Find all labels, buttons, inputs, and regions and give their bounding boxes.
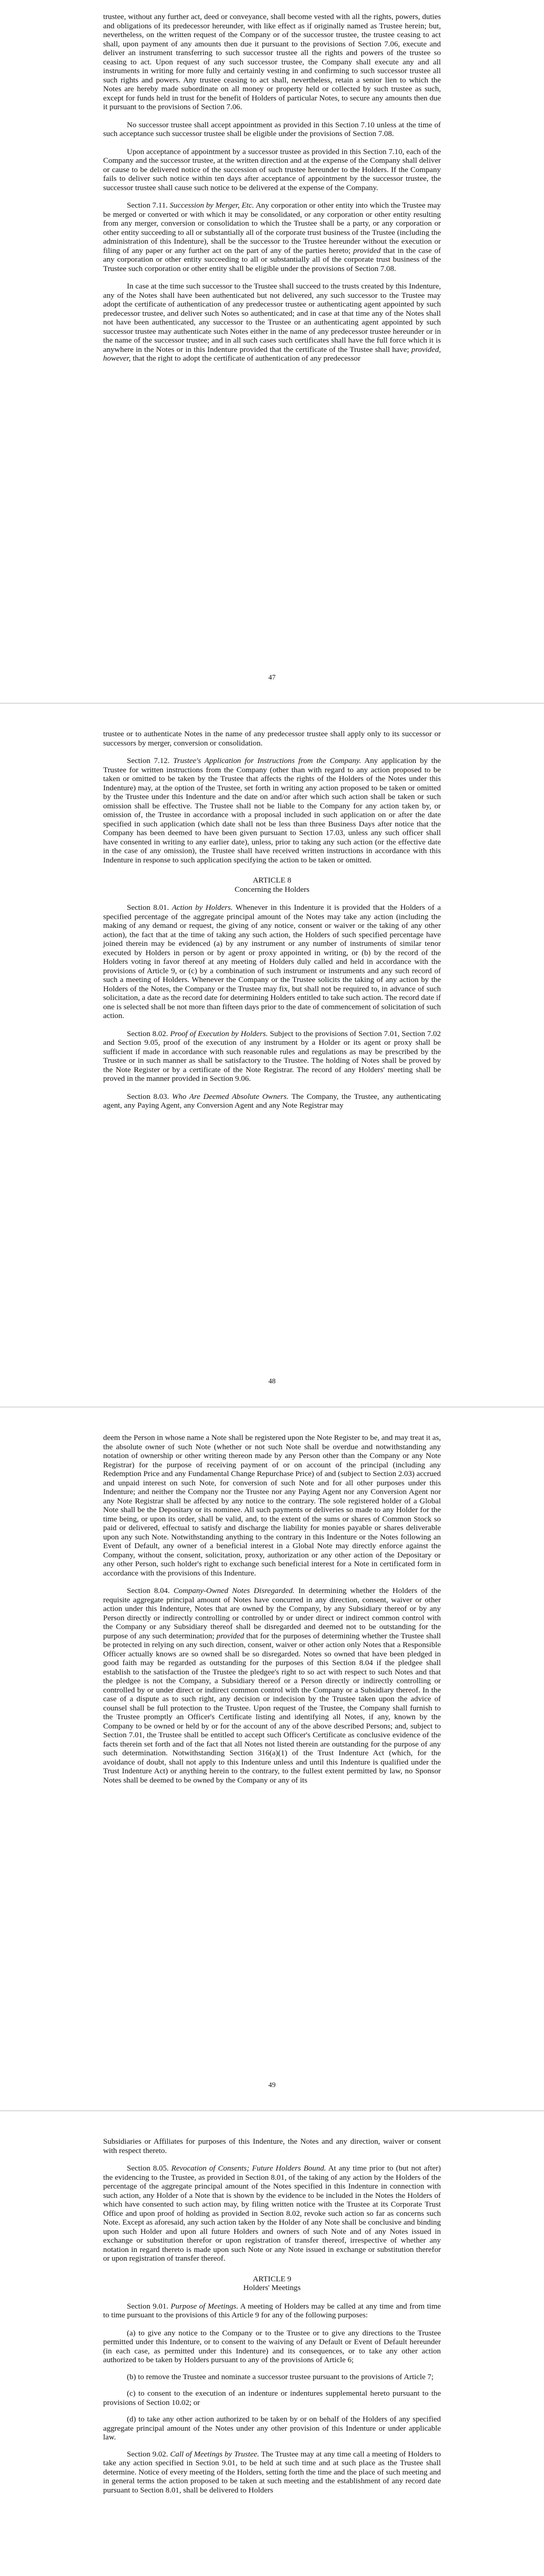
- section-number: Section 8.01.: [127, 903, 169, 912]
- section-body: The Company, the Trustee, any authenticating agent, any Paying Agent, any Conversion Agent and any Note Registrar may: [103, 1092, 441, 1110]
- list-item-b: [103, 2372, 441, 2382]
- provided-term: provided: [353, 246, 381, 255]
- page-number: 47: [268, 674, 276, 682]
- paragraph-successor-vesting: trustee, without any further act, deed or conveyance, shall become vested with all the rights, powers, duties and obligations of its predecessor hereunder, with like effect as if originally named as Trustee herein; but, nevertheless, on the written request of the Company or of the successor trustee, the trustee ceasing to act shall, upon payment of any amounts then due it pursuant to the provisions of Section 7.06, execute and deliver an instrument transferring to such successor trustee all the rights and powers of the trustee so ceasing to act. Upon request of any such successor trustee, the Company shall execute any and all instruments in writing for more fully and certainly vesting in and confirming to such successor trustee all such rights and powers. Any trustee ceasing to act shall, nevertheless, retain a senior lien to which the Notes are hereby made subordinate on all money or property held or collected by such trustee as such, except for funds held in trust for the benefit of Holders of particular Notes, to secure any amounts then due it pursuant to the provisions of Section 7.06.: [103, 12, 441, 111]
- article-9-heading: [103, 2275, 441, 2293]
- article-number: ARTICLE 9: [253, 2274, 291, 2283]
- section-title: Succession by Merger, Etc.: [170, 201, 254, 210]
- section-8-02: [103, 1029, 441, 1083]
- section-title: Who Are Deemed Absolute Owners.: [172, 1092, 289, 1101]
- paragraph-continuation: Subsidiaries or Affiliates for purposes of this Indenture, the Notes and any direction, waiver or consent with respect thereto.: [103, 2137, 441, 2155]
- paragraph-body: In case at the time such successor to the Trustee shall succeed to the trusts created by this Indenture, any of the Notes shall have been authenticated but not delivered, any such successor to the Trustee may adopt the certificate of authentication of any predecessor trustee or authenticating agent appointed by such predecessor trustee, and deliver such Notes so authenticated; and in case at that time any of the Notes shall not have been authenticated, any successor to the Trustee or an authenticating agent appointed by such successor trustee may authenticate such Notes either in the name of any predecessor trustee hereunder or in the name of the successor trustee; and in all such cases such certificates shall have the full force which it is anywhere in the Notes or in this Indenture provided that the certificate of the Trustee shall have;: [103, 282, 441, 354]
- list-item-a: [103, 2329, 441, 2365]
- section-title: Purpose of Meetings.: [171, 2301, 238, 2311]
- section-body: At any time prior to (but not after) the evidencing to the Trustee, as provided in Section 8.01, of the taking of any action by the Holders of the percentage of the aggregate principal amount of the Notes specified in this Indenture in connection with such action, any Holder of a Note that is shown by the evidence to be included in the Notes the Holders of which have consented to such action may, by filing written notice with the Trustee at its Corporate Trust Office and upon proof of holding as provided in Section 8.02, revoke such action so far as concerns such Note. Except as aforesaid, any such action taken by the Holder of any Note shall be conclusive and binding upon such Holder and upon all future Holders and owners of such Note and of any Notes issued in exchange or substitution therefor or upon registration of transfer thereof, irrespective of whether any notation in regard thereto is made upon such Note or any Note issued in exchange or substitution therefor or upon registration of transfer thereof.: [103, 2164, 441, 2263]
- section-8-05: [103, 2164, 441, 2263]
- document-page-50: [0, 2111, 544, 2576]
- section-title: Trustee's Application for Instructions from the Company.: [173, 756, 361, 765]
- section-8-03: [103, 1092, 441, 1110]
- section-7-12: [103, 756, 441, 865]
- section-title: Proof of Execution by Holders.: [170, 1029, 268, 1038]
- paragraph-continuation: trustee or to authenticate Notes in the name of any predecessor trustee shall apply only to its successor or successors by merger, conversion or consolidation.: [103, 730, 441, 748]
- section-title: Company-Owned Notes Disregarded.: [173, 1586, 295, 1595]
- provided-however-term: provided, however,: [103, 345, 441, 363]
- section-number: Section 7.12.: [127, 756, 170, 765]
- article-number: ARTICLE 8: [253, 876, 291, 885]
- section-number: Section 9.01.: [127, 2301, 169, 2311]
- section-9-01: [103, 2302, 441, 2320]
- list-item-label: (d): [127, 2415, 136, 2424]
- article-title: Holders' Meetings: [243, 2283, 301, 2292]
- section-title: Revocation of Consents; Future Holders Bound.: [171, 2164, 326, 2173]
- list-item-label: (b): [127, 2372, 136, 2381]
- list-item-text: to take any other action authorized to be taken by or on behalf of the Holders of any specified aggregate principal amount of the Notes under any other provision of this Indenture or under applicable law.: [103, 2415, 441, 2442]
- paragraph-successor-notice: Upon acceptance of appointment by a successor trustee as provided in this Section 7.10, each of the Company and the successor trustee, at the written direction and at the expense of the Company shall deliver or cause to be delivered notice of the succession of such trustee hereunder to the Holders. If the Company fails to deliver such notice within ten days after acceptance of appointment by the successor trustee, the successor trustee shall cause such notice to be delivered at the expense of the Company.: [103, 147, 441, 192]
- list-item-text: to give any notice to the Company or to the Trustee or to give any directions to the Trustee permitted under this Indenture, or to consent to the waiving of any Default or Event of Default hereunder (in each case, as permitted under this Indenture) and its consequences, or to take any other action authorized to be taken by Holders pursuant to any of the provisions of Article 6;: [103, 2328, 441, 2364]
- section-body: Subject to the provisions of Section 7.01, Section 7.02 and Section 9.05, proof of the execution of any instrument by a Holder or its agent or proxy shall be sufficient if made in accordance with such reasonable rules and regulations as may be prescribed by the Trustee or in such manner as shall be satisfactory to the Trustee. The holding of Notes shall be proved by the Note Register or by a certificate of the Note Registrar. The record of any Holders' meeting shall be proved in the manner provided in Section 9.06.: [103, 1029, 441, 1083]
- list-item-text: to remove the Trustee and nominate a successor trustee pursuant to the provisions of Article 7;: [138, 2372, 434, 2381]
- section-8-04: [103, 1586, 441, 1785]
- section-9-02: [103, 2450, 441, 2495]
- section-number: Section 8.03.: [127, 1092, 169, 1101]
- document-page-49: [0, 1408, 544, 2110]
- section-body: Whenever in this Indenture it is provided that the Holders of a specified percentage of the aggregate principal amount of the Notes may take any action (including the making of any demand or request, the giving of any notice, consent or waiver or the taking of any other action), the fact that at the time of taking any such action, the Holders of such specified percentage have joined therein may be evidenced (a) by any instrument or any number of instruments of similar tenor executed by Holders in person or by agent or proxy appointed in writing, or (b) by the record of the Holders voting in favor thereof at any meeting of Holders duly called and held in accordance with the provisions of Article 9, or (c) by a combination of such instrument or instruments and any such record of such a meeting of Holders. Whenever the Company or the Trustee solicits the taking of any action by the Holders of the Notes, the Company or the Trustee may fix, but shall not be required to, in advance of such solicitation, a date as the record date for determining Holders entitled to take such action. The record date if one is selected shall be not more than fifteen days prior to the date of commencement of solicitation of such action.: [103, 903, 441, 1020]
- section-body: The Trustee may at any time call a meeting of Holders to take any action specified in Section 9.01, to be held at such time and at such place as the Trustee shall determine. Notice of every meeting of the Holders, setting forth the time and the place of such meeting and in general terms the action proposed to be taken at such meeting and the establishment of any record date pursuant to Section 8.01, shall be delivered to Holders: [103, 2449, 441, 2495]
- list-item-text: to consent to the execution of an indenture or indentures supplemental hereto pursuant to the provisions of Section 10.02; or: [103, 2389, 441, 2407]
- list-item-d: [103, 2415, 441, 2442]
- page-number: 48: [268, 1378, 276, 1385]
- section-number: Section 8.02.: [127, 1029, 168, 1038]
- list-item-label: (c): [127, 2389, 136, 2398]
- list-item-c: [103, 2389, 441, 2407]
- section-body: Any corporation or other entity into which the Trustee may be merged or converted or with which it may be consolidated, or any corporation or other entity resulting from any merger, conversion or consolidation to which the Trustee shall be a party, or any corporation or other entity succeeding to all or substantially all of the corporate trust business of the Trustee (including the administration of this Indenture), shall be the successor to the Trustee hereunder without the execution or filing of any paper or any further act on the part of any of the parties hereto;: [103, 201, 441, 255]
- paragraph-body-cont: that the right to adopt the certificate of authentication of any predecessor: [133, 354, 360, 363]
- section-body-cont: that for the purposes of determining whether the Trustee shall be protected in relying on any such direction, consent, waiver or other action only Notes that a Responsible Officer actually knows are so owned shall be so disregarded. Notes so owned that have been pledged in good faith may be regarded as outstanding for the purposes of this Section 8.04 if the pledgee shall establish to the satisfaction of the Trustee the pledgee's right to so act with respect to such Notes and that the pledgee is not the Company, a Subsidiary thereof or a Person directly or indirectly controlling or controlled by or under direct or indirect common control with the Company or a Subsidiary thereof. In the case of a dispute as to such right, any decision or indecision by the Trustee taken upon the advice of counsel shall be full protection to the Trustee. Upon request of the Trustee, the Company shall furnish to the Trustee promptly an Officer's Certificate listing and identifying all Notes, if any, known by the Company to be owned or held by or for the account of any of the above described Persons; and, subject to Section 7.01, the Trustee shall be entitled to accept such Officer's Certificate as conclusive evidence of the facts therein set forth and of the fact that all Notes not listed therein are outstanding for the purpose of any such determination. Notwithstanding Section 316(a)(1) of the Trust Indenture Act (which, for the avoidance of doubt, shall not apply to this Indenture unless and until this Indenture is qualified under the Trust Indenture Act) or anything herein to the contrary, to the fullest extent permitted by law, no Sponsor Notes shall be deemed to be owned by the Company or any of its: [103, 1631, 441, 1785]
- list-item-label: (a): [127, 2328, 136, 2337]
- document-page-48: [0, 704, 544, 1406]
- provided-term: provided: [216, 1631, 244, 1640]
- section-8-01: [103, 903, 441, 1021]
- page-number: 49: [268, 2081, 276, 2089]
- section-body-cont: that in the case of any corporation or other entity succeeding to all or substantially all of the corporate trust business of the Trustee such corporation or other entity shall be eligible under the provisions of Section 7.08.: [103, 246, 441, 273]
- section-number: Section 8.04.: [127, 1586, 170, 1595]
- document-page-47: [0, 0, 544, 703]
- section-body: A meeting of Holders may be called at any time and from time to time pursuant to the provisions of this Article 9 for any of the following purposes:: [103, 2301, 441, 2319]
- section-body: In determining whether the Holders of the requisite aggregate principal amount of Notes have concurred in any direction, consent, waiver or other action under this Indenture, Notes that are owned by the Company, by any Subsidiary thereof or by any Person directly or indirectly controlling or controlled by or under direct or indirect common control with the Company or any Subsidiary thereof shall be disregarded and deemed not to be outstanding for the purpose of any such determination;: [103, 1586, 441, 1640]
- section-7-11: [103, 201, 441, 273]
- article-8-heading: [103, 876, 441, 894]
- section-number: Section 8.05.: [127, 2164, 169, 2173]
- paragraph-continuation: deem the Person in whose name a Note shall be registered upon the Note Register to be, and may treat it as, the absolute owner of such Note (whether or not such Note shall be overdue and notwithstanding any notation of ownership or other writing thereon made by any Person other than the Company or any Note Registrar) for the purpose of receiving payment of or on account of the principal (including any Redemption Price and any Fundamental Change Repurchase Price) of and (subject to Section 2.03) accrued and unpaid interest on such Note, for conversion of such Note and for all other purposes under this Indenture; and neither the Company nor the Trustee nor any Paying Agent nor any Conversion Agent nor any Note Registrar shall be affected by any notice to the contrary. The sole registered holder of a Global Note shall be the Depositary or its nominee. All such payments or deliveries so made to any Holder for the time being, or upon its order, shall be valid, and, to the extent of the sums or shares of Common Stock so paid or delivered, effectual to satisfy and discharge the liability for monies payable or shares deliverable upon any such Note. Notwithstanding anything to the contrary in this Indenture or the Notes following an Event of Default, any owner of a beneficial interest in a Global Note may directly enforce against the Company, without the consent, solicitation, proxy, authorization or any other action of the Depositary or any other Person, such holder's right to exchange such beneficial interest for a Note in certificated form in accordance with the provisions of this Indenture.: [103, 1433, 441, 1578]
- section-number: Section 9.02.: [127, 2449, 168, 2459]
- section-number: Section 7.11.: [127, 201, 168, 210]
- section-body: Any application by the Trustee for written instructions from the Company (other than with regard to any action proposed to be taken or omitted to be taken by the Trustee that affects the rights of the Holders of the Notes under this Indenture) may, at the option of the Trustee, set forth in writing any action proposed to be taken or omitted by the Trustee under this Indenture and the date on and/or after which such action shall be taken or such omission shall be effective. The Trustee shall not be liable to the Company for any action taken by, or omission of, the Trustee in accordance with a proposal included in such application on or after the date specified in such application (which date shall not be less than three Business Days after notice that the Company has been deemed to have been given pursuant to Section 17.03, unless any such officer shall have consented in writing to any earlier date), unless, prior to taking any such action (or the effective date in the case of any omission), the Trustee shall have received written instructions in accordance with this Indenture in response to such application specifying the action to be taken or omitted.: [103, 756, 441, 865]
- paragraph-authentication: [103, 282, 441, 363]
- section-title: Action by Holders.: [172, 903, 233, 912]
- article-title: Concerning the Holders: [234, 885, 310, 894]
- paragraph-successor-eligibility: No successor trustee shall accept appointment as provided in this Section 7.10 unless at the time of such acceptance such successor trustee shall be eligible under the provisions of Section 7.08.: [103, 120, 441, 138]
- section-title: Call of Meetings by Trustee.: [170, 2449, 259, 2459]
